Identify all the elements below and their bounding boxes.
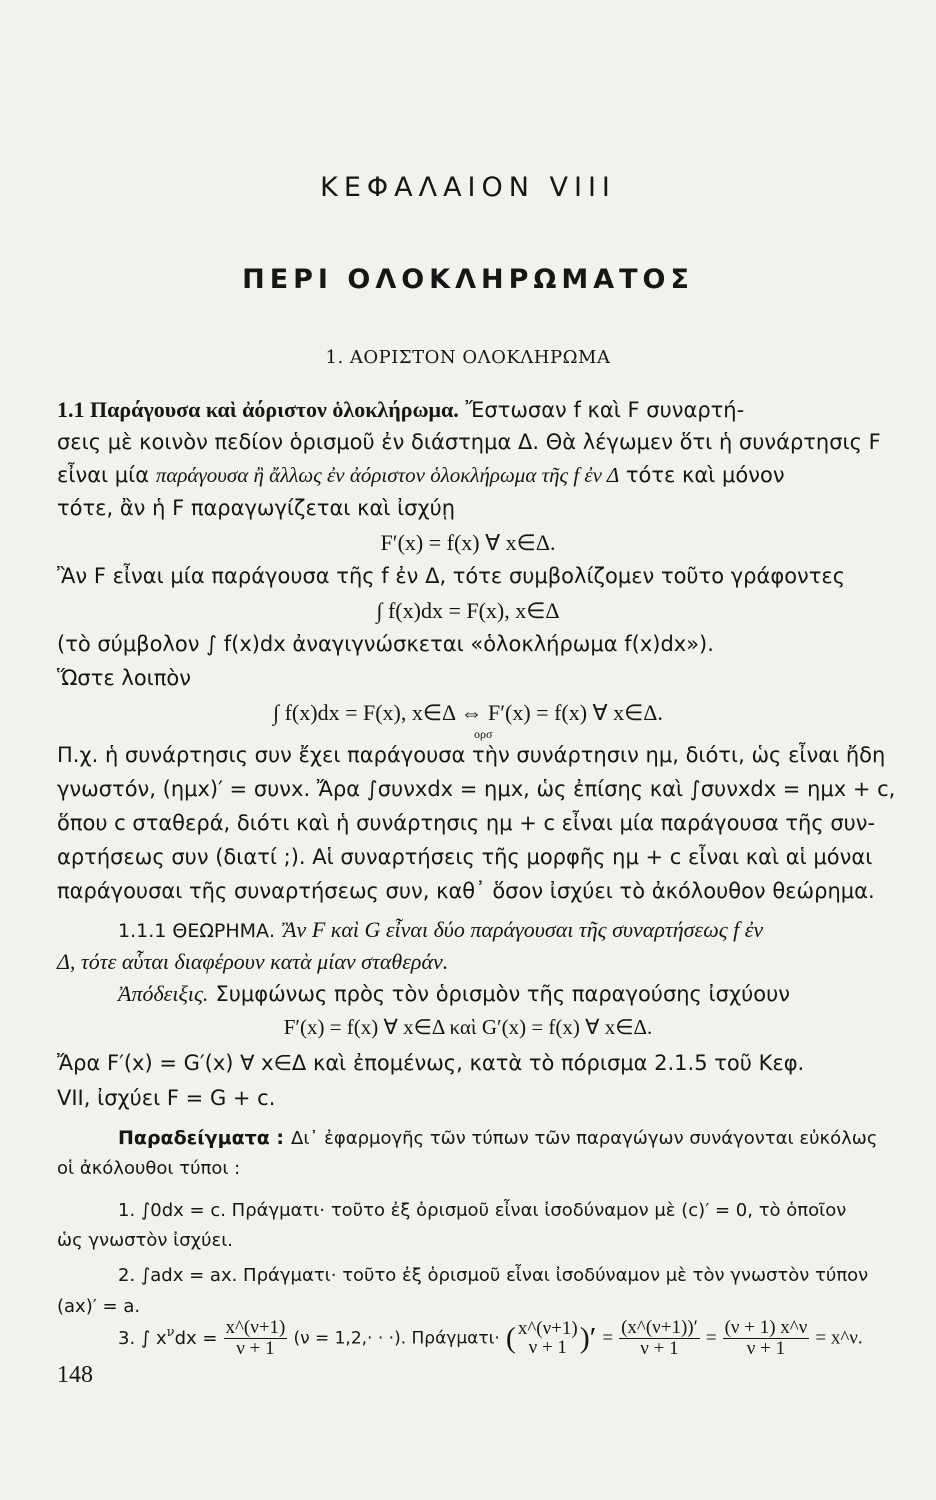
definition-line-3: εἶναι μία παράγουσα ἢ ἄλλως ἐν ἀόριστον ὁλοκλήρωμα τῆς f ἐν Δ τότε καὶ μόνον [57, 463, 785, 487]
fraction-derivative: $\frac{(x\^{}(\nu+1))'}{\nu + 1}$ [621, 1317, 698, 1359]
examples-intro-line-2: οἱ ἀκόλουθοι τύποι : [57, 1158, 241, 1179]
equation-integral: ∫ f(x)dx = F(x), x∈Δ [376, 598, 560, 623]
examples-heading: Παραδείγματα : [118, 1127, 285, 1149]
theorem-line-2: Δ, τότε αὗται διαφέρουν κατὰ μίαν σταθεράν. [57, 949, 449, 974]
theorem-heading: 1.1.1 ΘΕΩΡΗΜΑ. [118, 920, 276, 942]
theorem-statement: Ἂν F καὶ G εἶναι δύο παράγουσαι τῆς συναρτήσεως f ἐν [282, 917, 764, 942]
definition-text: Ἔστωσαν f καὶ F συναρτή- [465, 398, 745, 422]
equivalence-note: ορσ [474, 727, 493, 741]
example-3-line: 3. ∫ $x^\nu dx$ = $\frac{x\^{}(\nu+1)}{\nu + 1}$ (ν = 1,2,· · ·). Πράγματι· ( x^(ν+1) ν + 1 )′ = $\frac{(x\^{}(\nu+1))'}{\nu + 1}$ = $\frac{(\nu + 1) x\^{}\nu}{\nu + 1}$ = x^ν. [118, 1317, 863, 1359]
section-heading: 1. ΑΟΡΙΣΤΟΝ ΟΛΟΚΛΗΡΩΜΑ [325, 347, 611, 368]
proof-line-2: Ἄρα F′(x) = G′(x) ∀ x∈Δ καὶ ἐπομένως, κατὰ τὸ πόρισμα 2.1.5 τοῦ Κεφ. [57, 1051, 805, 1075]
proof-line-3: VII, ἰσχύει F = G + c. [57, 1086, 276, 1110]
example-2-line-1: 2. ∫adx = ax. Πράγματι· τοῦτο ἐξ ὁρισμοῦ εἶναι ἰσοδύναμον μὲ τὸν γνωστὸν τύπον [118, 1265, 869, 1286]
definition-heading: 1.1 Παράγουσα καὶ ἀόριστον ὁλοκλήρωμα. [57, 397, 459, 422]
proof-equation: F′(x) = f(x) ∀ x∈Δ καὶ G′(x) = f(x) ∀ x∈Δ. [283, 1015, 653, 1039]
equation-equivalence: ∫ f(x)dx = F(x), x∈Δ ⇔ F′(x) = f(x) ∀ x∈Δ. [273, 700, 663, 725]
definition-line-4: τότε, ἂν ἡ F παραγωγίζεται καὶ ἰσχύῃ [57, 496, 456, 520]
definition-term: παράγουσα ἢ ἄλλως ἐν ἀόριστον ὁλοκλήρωμα τῆς f ἐν Δ [155, 463, 620, 487]
examples-line-1: Παραδείγματα : Δι᾽ ἐφαρμογῆς τῶν τύπων τῶν παραγώγων συνάγονται εὐκόλως [118, 1127, 878, 1149]
chapter-label: ΚΕΦΑΛΑΙΟΝ VIII [320, 172, 616, 203]
example-line-1: Π.χ. ἡ συνάρτησις συν ἔχει παράγουσα τὴν συνάρτησιν ημ, διότι, ὡς εἶναι ἤδη [57, 743, 886, 767]
example-1-line-2: ὡς γνωστὸν ἰσχύει. [57, 1230, 234, 1251]
definition-line-1 [57, 397, 744, 423]
proof-label: Ἀπόδειξις. [118, 981, 209, 1006]
symbol-note: (τὸ σύμβολον ∫ f(x)dx ἀναγιγνώσκεται «ὁλοκλήρωμα f(x)dx»). [57, 632, 714, 656]
definition-line-2: σεις μὲ κοινὸν πεδίον ὁρισμοῦ ἐν διάστημα Δ. Θὰ λέγωμεν ὅτι ἡ συνάρτησις F [57, 430, 881, 454]
fraction-result: $\frac{(\nu + 1) x\^{}\nu}{\nu + 1}$ [724, 1317, 808, 1359]
example-2-line-2: (ax)′ = a. [57, 1296, 141, 1317]
chapter-title: ΠΕΡΙ ΟΛΟΚΛΗΡΩΜΑΤΟΣ [242, 264, 694, 295]
example-1-line-1: 1. ∫0dx = c. Πράγματι· τοῦτο ἐξ ὁρισμοῦ εἶναι ἰσοδύναμον μὲ (c)′ = 0, τὸ ὁποῖον [118, 1200, 847, 1221]
example-line-3: ὅπου c σταθερά, διότι καὶ ἡ συνάρτησις ημ + c εἶναι μία παράγουσα τῆς συν- [57, 811, 876, 835]
example-line-2: γνωστόν, (ημx)′ = συνx. Ἄρα ∫συνxdx = ημx, ὡς ἐπίσης καὶ ∫συνxdx = ημx + c, [57, 777, 896, 801]
example-line-4: αρτήσεως συν (διατί ;). Αἱ συναρτήσεις τῆς μορφῆς ημ + c εἶναι καὶ αἱ μόναι [57, 845, 873, 869]
theorem-line-1 [118, 917, 763, 943]
fraction-check: x^(ν+1) ν + 1 [517, 1317, 578, 1359]
page-number: 148 [57, 1362, 93, 1388]
equation-derivative: F′(x) = f(x) ∀ x∈Δ. [380, 530, 556, 555]
fraction-antiderivative: $\frac{x\^{}(\nu+1)}{\nu + 1}$ [225, 1317, 286, 1359]
proof-line-1: Ἀπόδειξις. Συμφώνως πρὸς τὸν ὁρισμὸν τῆς παραγούσης ἰσχύουν [118, 981, 790, 1006]
example-line-5: παράγουσαι τῆς συναρτήσεως συν, καθ᾽ ὅσον ἰσχύει τὸ ἀκόλουθον θεώρημα. [57, 879, 875, 903]
notation-line: Ἂν F εἶναι μία παράγουσα τῆς f ἐν Δ, τότε συμβολίζομεν τοῦτο γράφοντες [57, 564, 846, 588]
hence-line: Ὥστε λοιπὸν [57, 666, 191, 690]
